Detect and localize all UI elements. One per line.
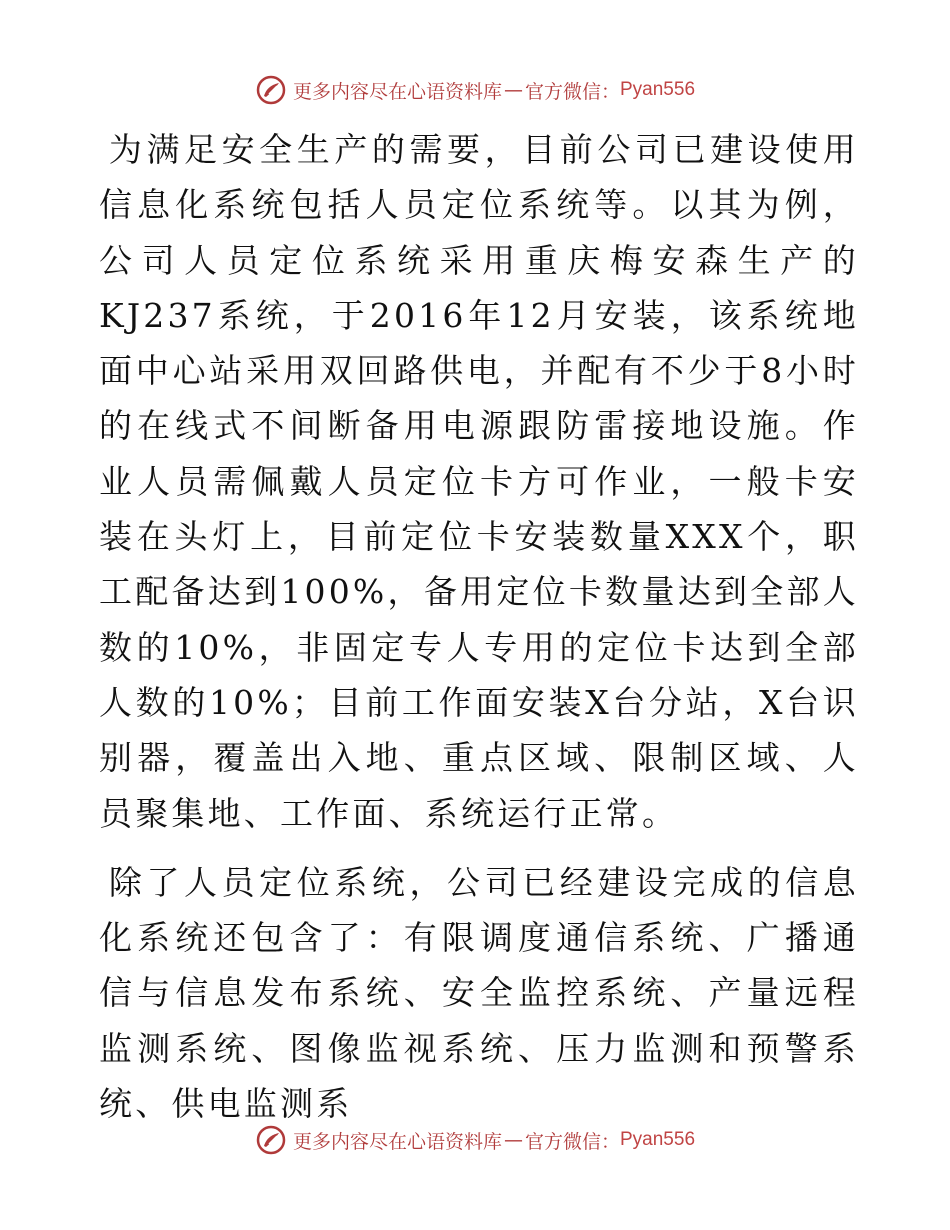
banner-wechat-id: Pyan556 — [620, 1129, 696, 1150]
banner-wechat-id: Pyan556 — [620, 79, 696, 100]
footer-watermark-banner — [0, 1122, 950, 1158]
header-watermark-banner — [0, 72, 950, 108]
banner-separator: — — [503, 79, 523, 101]
paragraph: 除了人员定位系统，公司已经建设完成的信息化系统还包含了：有限调度通信系统、广播通信与信息发布系统、安全监控系统、产量远程监测系统、图像监视系统、压力监测和预警系统、供电监测系 — [99, 862, 859, 1124]
banner-wechat-label: 官方微信： — [524, 1130, 620, 1153]
paragraph: 为满足安全生产的需要，目前公司已建设使用信息化系统包括人员定位系统等。以其为例，公司人员定位系统采用重庆梅安森生产的KJ237系统，于2016年12月安装，该系统地面中心站采用双回路供电，并配有不少于8小时的在线式不间断备用电源跟防雷接地设施。作业人员需佩戴人员定位卡方可作业，一般卡安装在头灯上，目前定位卡安装数量XXX个，职工配备达到100%，备用定位卡数量达到全部人数的10%，非固定专人专用的定位卡达到全部人数的10%；目前工作面安装X台分站，X台识别器，覆盖出入地、重点区域、限制区域、人员聚集地、工作面、系统运行正常。 — [99, 130, 859, 833]
banner-text: 更多内容尽在心语资料库 — [292, 1130, 502, 1153]
logo-icon — [255, 74, 287, 106]
logo-icon — [255, 1124, 287, 1156]
banner-text: 更多内容尽在心语资料库 — [292, 80, 502, 103]
document-body — [99, 122, 859, 1131]
banner-wechat-label: 官方微信： — [524, 80, 620, 103]
banner-separator: — — [503, 1129, 523, 1151]
